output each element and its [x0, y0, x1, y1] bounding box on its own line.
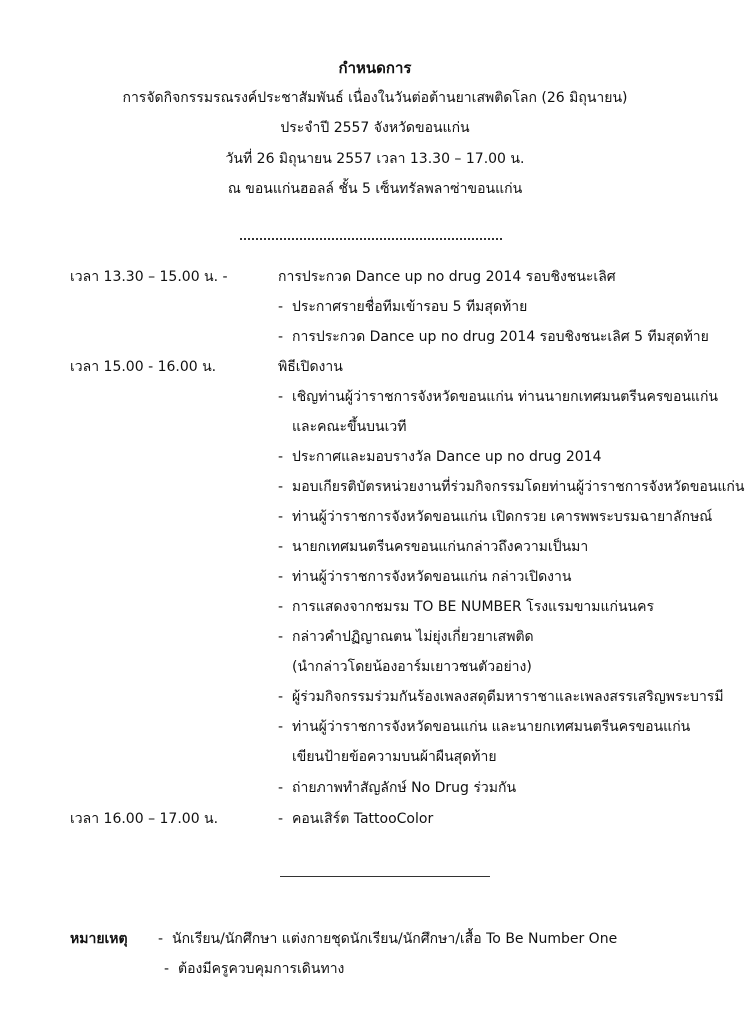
agenda-item-text: การประกวด Dance up no drug 2014 รอบชิงชนะเลิศ 5 ทีมสุดท้าย	[292, 329, 709, 345]
agenda-item-text: ประกาศรายชื่อทีมเข้ารอบ 5 ทีมสุดท้าย	[292, 299, 528, 315]
agenda-item-text: นายกเทศมนตรีนครขอนแก่นกล่าวถึงความเป็นมา	[292, 539, 589, 555]
slot-1-heading: การประกวด Dance up no drug 2014 รอบชิงชนะเลิศ	[278, 269, 616, 285]
note-line	[164, 958, 344, 980]
dash-bullet: -	[278, 509, 284, 525]
dash-bullet: -	[278, 689, 284, 705]
dash-bullet: -	[278, 599, 284, 615]
agenda-item-text: คอนเสิร์ต TattooColor	[292, 811, 434, 827]
agenda-item	[278, 446, 601, 468]
agenda-item-text: การแสดงจากชมรม TO BE NUMBER โรงแรมขามแก่นนคร	[292, 599, 655, 615]
dash-bullet: -	[278, 629, 284, 645]
agenda-item-text: ท่านผู้ว่าราชการจังหวัดขอนแก่น และนายกเทศมนตรีนครขอนแก่น	[292, 719, 691, 735]
agenda-item	[278, 596, 654, 618]
agenda-item	[278, 686, 724, 708]
agenda-item-continuation: เขียนป้ายข้อความบนผ้าผืนสุดท้าย	[292, 749, 497, 765]
time-slot-3: เวลา 16.00 – 17.00 น.	[70, 811, 219, 827]
dotted-divider	[240, 238, 502, 240]
document-title: กำหนดการ	[338, 59, 412, 77]
agenda-item-text: ถ่ายภาพทำสัญลักษ์ No Drug ร่วมกัน	[292, 780, 517, 796]
agenda-item	[278, 536, 588, 558]
agenda-item	[278, 566, 571, 588]
dash-bullet: -	[164, 961, 170, 977]
dash-bullet: -	[278, 389, 284, 405]
solid-divider	[280, 876, 490, 877]
agenda-item	[278, 476, 744, 498]
slot-2-heading: พิธีเปิดงาน	[278, 359, 343, 375]
dash-bullet: -	[278, 811, 284, 827]
agenda-item	[278, 626, 534, 648]
agenda-item-continuation: (นำกล่าวโดยน้องอาร์มเยาวชนตัวอย่าง)	[292, 659, 532, 675]
document-subtitle: การจัดกิจกรรมรณรงค์ประชาสัมพันธ์ เนื่องในวันต่อต้านยาเสพติดโลก (26 มิถุนายน)	[122, 90, 628, 106]
note-text: ต้องมีครูควบคุมการเดินทาง	[178, 961, 345, 977]
venue-line: ณ ขอนแก่นฮอลล์ ชั้น 5 เซ็นทรัลพลาซ่าขอนแก่น	[227, 181, 523, 197]
agenda-item-text: ท่านผู้ว่าราชการจังหวัดขอนแก่น เปิดกรวย เคารพพระบรมฉายาลักษณ์	[292, 509, 713, 525]
dash-bullet: -	[278, 329, 284, 345]
agenda-item-text: ท่านผู้ว่าราชการจังหวัดขอนแก่น กล่าวเปิดงาน	[292, 569, 572, 585]
agenda-item-text: ผู้ร่วมกิจกรรมร่วมกันร้องเพลงสดุดีมหาราชาและเพลงสรรเสริญพระบารมี	[292, 689, 724, 705]
agenda-item-text: มอบเกียรติบัตรหน่วยงานที่ร่วมกิจกรรมโดยท่านผู้ว่าราชการจังหวัดขอนแก่น	[292, 479, 745, 495]
agenda-item-text: ประกาศและมอบรางวัล Dance up no drug 2014	[292, 449, 602, 465]
date-line: วันที่ 26 มิถุนายน 2557 เวลา 13.30 – 17.00 น.	[225, 151, 525, 167]
agenda-item	[278, 716, 690, 738]
agenda-item-text: เชิญท่านผู้ว่าราชการจังหวัดขอนแก่น ท่านนายกเทศมนตรีนครขอนแก่น	[292, 389, 718, 405]
dash-bullet: -	[278, 449, 284, 465]
dash-bullet: -	[278, 539, 284, 555]
dash-bullet: -	[278, 299, 284, 315]
time-slot-1: เวลา 13.30 – 15.00 น. -	[70, 269, 228, 285]
dash-bullet: -	[278, 569, 284, 585]
agenda-item	[278, 296, 527, 318]
agenda-item	[278, 808, 433, 830]
note-line	[158, 928, 617, 950]
agenda-item	[278, 386, 718, 408]
agenda-item	[278, 777, 516, 799]
note-text: นักเรียน/นักศึกษา แต่งกายชุดนักเรียน/นักศึกษา/เสื้อ To Be Number One	[172, 931, 618, 947]
year-line: ประจำปี 2557 จังหวัดขอนแก่น	[280, 120, 470, 136]
dash-bullet: -	[278, 719, 284, 735]
agenda-item	[278, 326, 709, 348]
dash-bullet: -	[278, 780, 284, 796]
dash-bullet: -	[278, 479, 284, 495]
agenda-item-text: กล่าวคำปฏิญาณตน ไม่ยุ่งเกี่ยวยาเสพติด	[292, 629, 534, 645]
dash-bullet: -	[158, 931, 164, 947]
agenda-item	[278, 506, 712, 528]
time-slot-2: เวลา 15.00 - 16.00 น.	[70, 359, 217, 375]
agenda-item-continuation: และคณะขึ้นบนเวที	[292, 419, 407, 435]
notes-label: หมายเหตุ	[70, 931, 128, 947]
